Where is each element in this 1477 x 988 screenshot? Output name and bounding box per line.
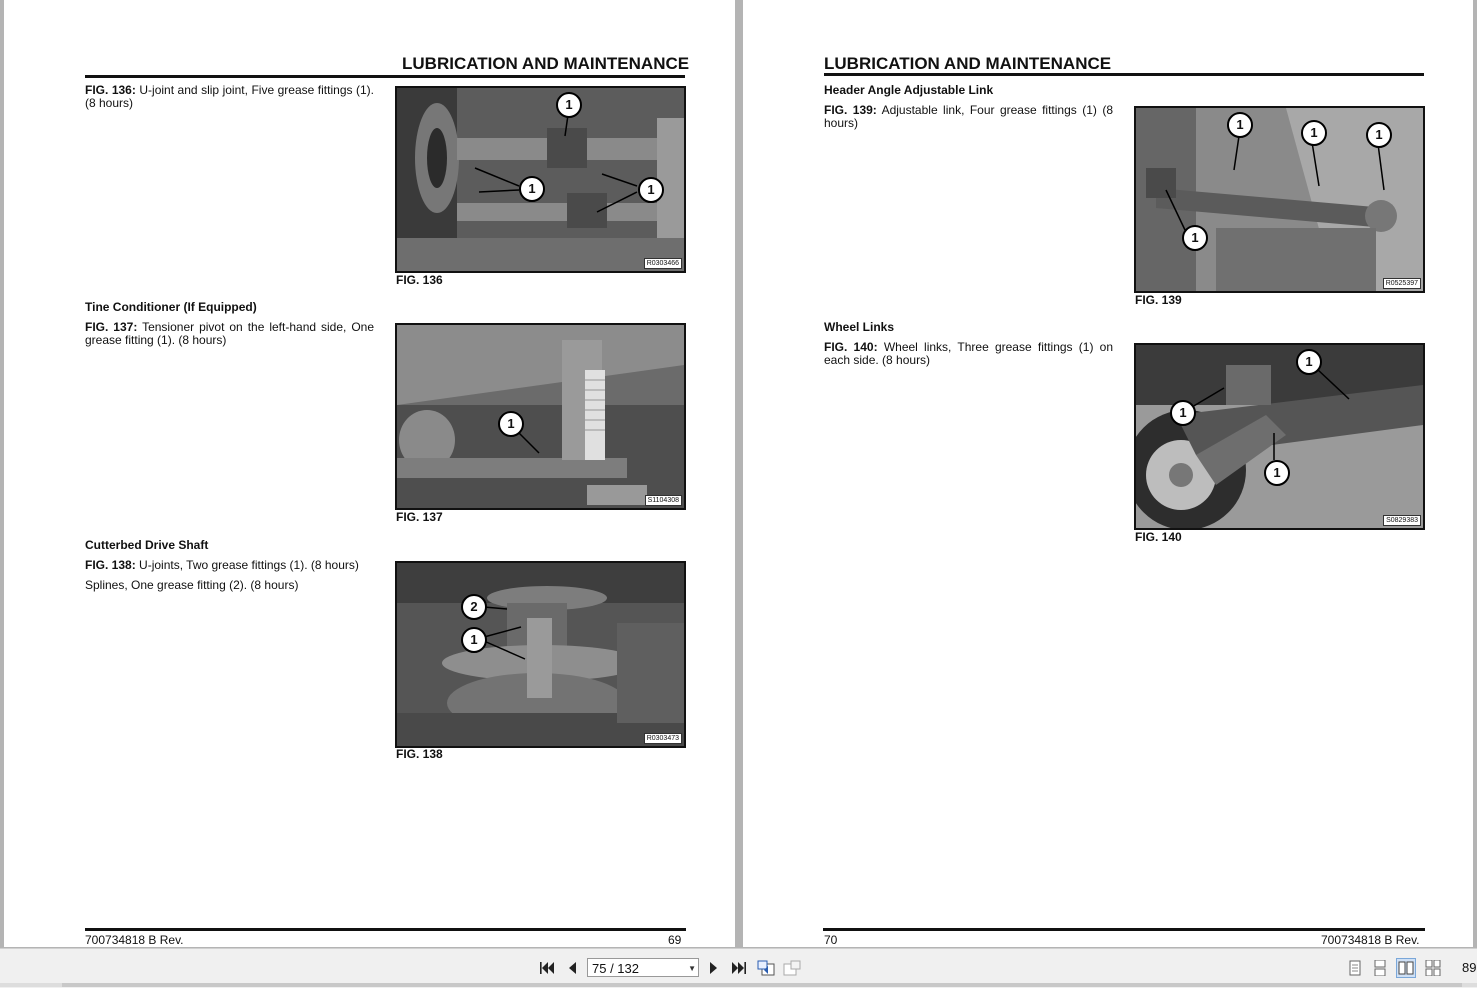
section-title: LUBRICATION AND MAINTENANCE [824, 54, 1112, 73]
callout-1: 1 [461, 627, 487, 653]
callout-1: 1 [1296, 349, 1322, 375]
callout-1: 1 [1227, 112, 1253, 138]
scrollbar-thumb[interactable] [62, 983, 1462, 987]
forward-view-icon[interactable] [782, 958, 802, 978]
footer-rule [823, 928, 1425, 931]
callout-1: 1 [1264, 460, 1290, 486]
fig137-label: FIG. 137 [396, 510, 443, 524]
fig140-caption: FIG. 140: Wheel links, Three grease fittings (1) on each side. (8 hours) [824, 340, 1114, 367]
page-indicator: 75 / 132 [592, 961, 639, 976]
fig139-photo [1134, 106, 1425, 293]
callout-2: 2 [461, 594, 487, 620]
single-page-icon[interactable] [1345, 958, 1365, 978]
callout-1: 1 [1182, 225, 1208, 251]
fig138-label: FIG. 138 [396, 747, 443, 761]
callout-1: 1 [638, 177, 664, 203]
facing-icon[interactable] [1396, 958, 1416, 978]
fig136-photo [395, 86, 686, 273]
left-page [4, 0, 735, 947]
fig140-photo [1134, 343, 1425, 530]
footer-rule [85, 928, 686, 931]
footer-doc-number: 700734818 B Rev. [1321, 933, 1420, 947]
prev-page-icon[interactable] [562, 958, 582, 978]
callout-1: 1 [556, 92, 582, 118]
wheel-links-heading: Wheel Links [824, 320, 895, 334]
navigation-toolbar [0, 948, 1477, 988]
continuous-facing-icon[interactable] [1423, 958, 1443, 978]
right-page [743, 0, 1473, 947]
fig136-label: FIG. 136 [396, 273, 443, 287]
fig138-caption2: Splines, One grease fitting (2). (8 hours) [85, 578, 299, 592]
callout-1: 1 [519, 176, 545, 202]
chevron-down-icon[interactable]: ▼ [688, 964, 696, 973]
cutterbed-heading: Cutterbed Drive Shaft [85, 538, 209, 552]
section-title: LUBRICATION AND MAINTENANCE [402, 54, 690, 73]
photo-code: S0829383 [1383, 515, 1421, 526]
tine-heading: Tine Conditioner (If Equipped) [85, 300, 257, 314]
photo-code: R0303466 [644, 258, 682, 269]
fig136-caption: FIG. 136: U-joint and slip joint, Five grease fittings (1). (8 hours) [85, 83, 374, 110]
photo-code: R0525397 [1383, 278, 1421, 289]
callout-1: 1 [1301, 120, 1327, 146]
fig139-caption: FIG. 139: Adjustable link, Four grease fittings (1) (8 hours) [824, 103, 1113, 130]
photo-code: R0303473 [644, 733, 682, 744]
last-page-icon[interactable] [729, 958, 749, 978]
fig139-label: FIG. 139 [1135, 293, 1182, 307]
fig137-photo [395, 323, 686, 510]
callout-1: 1 [1366, 122, 1392, 148]
footer-page-number: 69 [668, 933, 682, 947]
first-page-icon[interactable] [537, 958, 557, 978]
title-rule [824, 73, 1424, 76]
footer-doc-number: 700734818 B Rev. [85, 933, 184, 947]
continuous-icon[interactable] [1370, 958, 1390, 978]
header-link-heading: Header Angle Adjustable Link [824, 83, 994, 97]
callout-1: 1 [1170, 400, 1196, 426]
next-page-icon[interactable] [704, 958, 724, 978]
callout-1: 1 [498, 411, 524, 437]
fig140-label: FIG. 140 [1135, 530, 1182, 544]
footer-page-number: 70 [824, 933, 838, 947]
back-view-icon[interactable] [756, 958, 776, 978]
zoom-level[interactable]: 89 [1462, 960, 1477, 975]
photo-code: S1104308 [645, 495, 682, 506]
fig138-photo [395, 561, 686, 748]
page-number-field[interactable] [587, 958, 699, 977]
fig137-caption: FIG. 137: Tensioner pivot on the left-hand side, One grease fitting (1). (8 hours) [85, 320, 375, 347]
title-rule [85, 75, 685, 78]
horizontal-scrollbar[interactable] [0, 983, 1477, 987]
fig138-caption: FIG. 138: U-joints, Two grease fittings (1). (8 hours) [85, 558, 359, 572]
